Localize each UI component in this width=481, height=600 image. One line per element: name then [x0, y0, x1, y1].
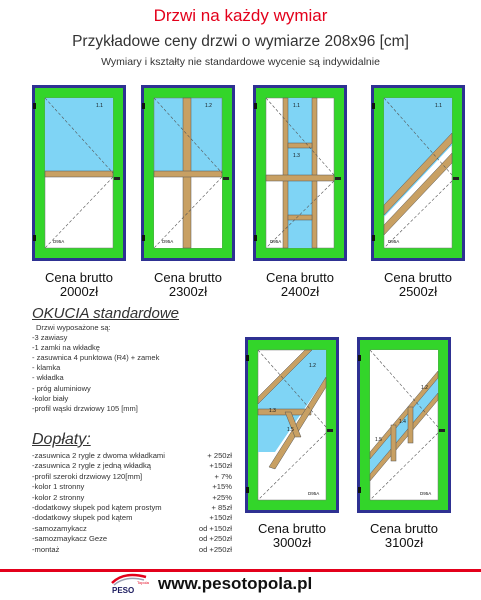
list-item: -3 zawiasy: [32, 333, 68, 343]
price-label: Cena brutto: [45, 270, 113, 285]
door-5: [245, 337, 339, 513]
price-value: 3000zł: [272, 535, 312, 550]
logo-text: PESO: [112, 586, 135, 595]
door-2: [141, 85, 235, 261]
page-title: Drzwi na każdy wymiar: [153, 6, 328, 25]
door-1: [32, 85, 126, 261]
door-6-price: [349, 522, 459, 550]
list-item: -samozamykacz od +150zł: [32, 523, 232, 533]
glass-label: 1.3: [293, 153, 300, 159]
list-item: -kolor biały: [32, 393, 69, 403]
glass-label: 1.3: [269, 408, 276, 414]
glass-label: 1.5: [287, 427, 294, 433]
price-value: 2400zł: [280, 284, 320, 299]
logo-subtext: Topola: [137, 580, 149, 585]
price-label: Cena brutto: [370, 521, 438, 536]
list-item: - zasuwnica 4 punktowa (R4) + zamek: [32, 353, 160, 363]
list-item: -kolor 2 stronny +25%: [32, 492, 232, 502]
price-label: Cena brutto: [266, 270, 334, 285]
price-value: 2000zł: [59, 284, 99, 299]
list-item: -montaż od +250zł: [32, 544, 232, 554]
list-item: -profil szeroki drzwiowy 120[mm] + 7%: [32, 471, 232, 481]
okucia-list: [32, 323, 232, 414]
door-code-label: D95A: [308, 491, 320, 496]
list-item: -samozmaykacz Geze od +250zł: [32, 534, 232, 544]
okucia-heading: OKUCIA standardowe: [32, 305, 180, 322]
list-item: -kolor 1 stronny +15%: [32, 482, 232, 492]
footer-divider: [0, 569, 481, 572]
door-3: [253, 85, 347, 261]
list-item: -dodatkowy słupek pod kątem +150zł: [32, 513, 232, 523]
door-3-price: [245, 271, 355, 299]
glass-label: 1.2: [309, 363, 316, 369]
door-6: [357, 337, 451, 513]
glass-label: 1.1: [293, 103, 300, 109]
price-label: Cena brutto: [384, 270, 452, 285]
price-label: Cena brutto: [258, 521, 326, 536]
list-item: -zasuwnica 2 rygle z jedną wkładką +150zł: [32, 461, 232, 471]
list-item: -dodatkowy słupek pod kątem prostym + 85zł: [32, 503, 232, 513]
list-item: -1 zamki na wkładkę: [32, 343, 100, 353]
list-item: - próg aluminiowy: [32, 383, 91, 393]
glass-label: 1.1: [96, 103, 103, 109]
list-item: - klamka: [32, 363, 61, 373]
door-code-label: D95A: [53, 239, 65, 244]
list-item: -profil wąski drzwiowy 105 [mm]: [32, 403, 138, 413]
glass-label: 1.2: [205, 103, 212, 109]
glass-label: 1.4: [399, 419, 406, 425]
glass-label: 1.5: [375, 437, 382, 443]
glass-label: 1.2: [421, 385, 428, 391]
door-code-label: D95A: [270, 239, 282, 244]
door-2-price: [133, 271, 243, 299]
okucia-intro: Drzwi wyposażone są:: [36, 323, 111, 332]
doplaty-list: [32, 451, 232, 555]
peso-logo: [110, 571, 156, 600]
price-value: 2500zł: [398, 284, 438, 299]
price-value: 3100zł: [384, 535, 424, 550]
door-code-label: D95A: [388, 239, 400, 244]
list-item: -zasuwnica 2 rygle z dwoma wkładkami + 250zł: [32, 451, 232, 460]
list-item: - wkładka: [32, 373, 64, 383]
door-code-label: D95A: [420, 491, 432, 496]
website-link[interactable]: www.pesotopola.pl: [158, 574, 313, 593]
door-code-label: D95A: [162, 239, 174, 244]
page-note: Wymiary i kształty nie standardowe wycenie są indywidalnie: [101, 56, 380, 68]
door-5-price: [237, 522, 347, 550]
doplaty-heading: Dopłaty:: [32, 431, 91, 448]
glass-label: 1.1: [435, 103, 442, 109]
price-value: 2300zł: [168, 284, 208, 299]
door-4-price: [363, 271, 473, 299]
page-subtitle: Przykładowe ceny drzwi o wymiarze 208x96 [cm]: [72, 33, 409, 50]
door-4: [371, 85, 465, 261]
price-label: Cena brutto: [154, 270, 222, 285]
door-1-price: [24, 271, 134, 299]
